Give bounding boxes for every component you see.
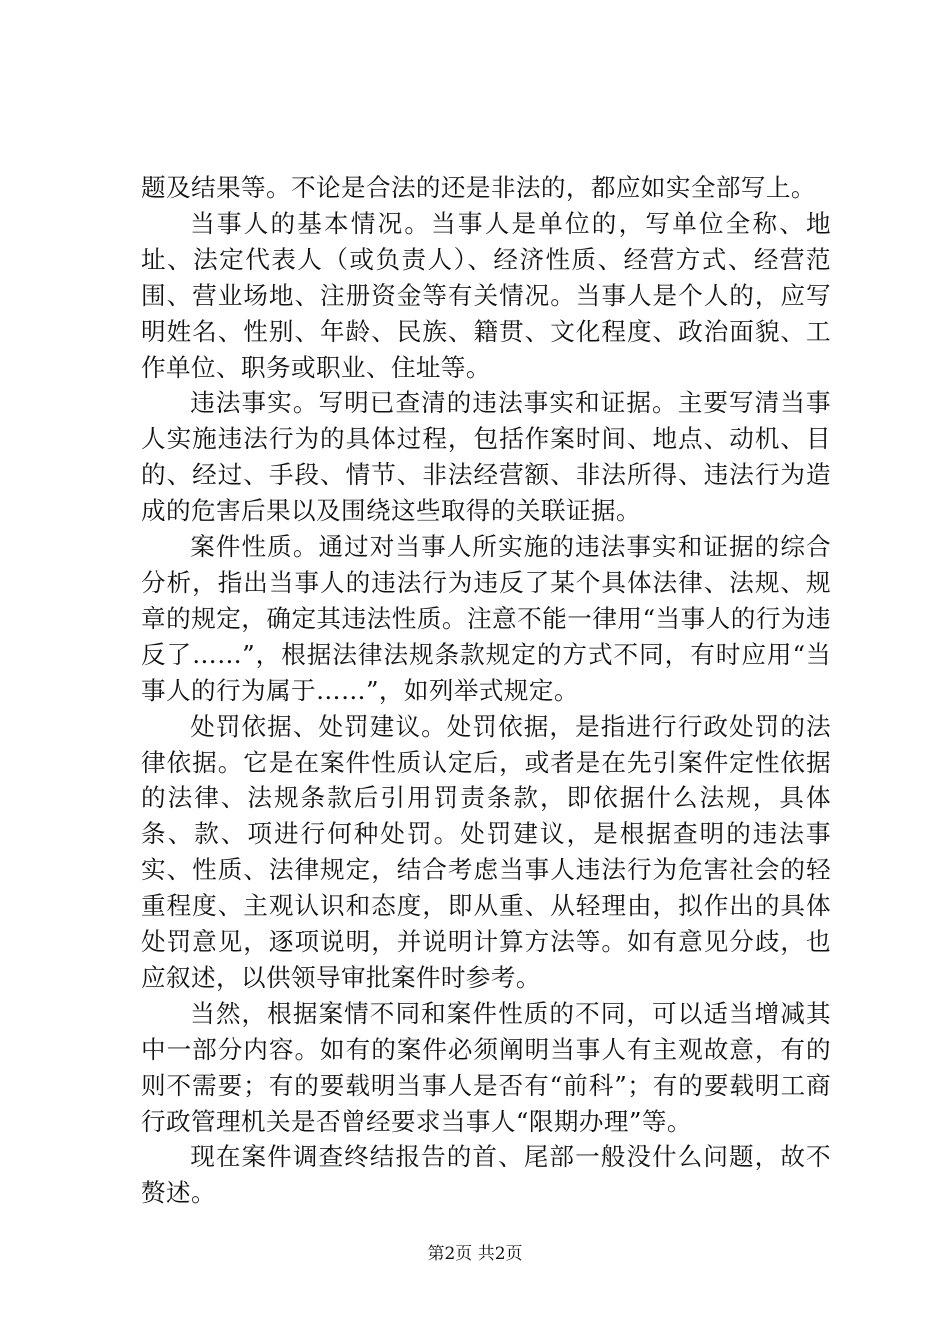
paragraph-case-nature: 案件性质。通过对当事人所实施的违法事实和证据的综合分析，指出当事人的违法行为违反了某个具体法律、法规、规章的规定，确定其违法性质。注意不能一律用“当事人的行为违反了……”，根据法律法规条款规定的方式不同，有时应用“当事人的行为属于……”，如列举式规定。 (141, 532, 831, 705)
paragraph-penalty-basis: 处罚依据、处罚建议。处罚依据，是指进行行政处罚的法律依据。它是在案件性质认定后，或者是在先引案件定性依据的法律、法规条款后引用罚责条款，即依据什么法规，具体条、款、项进行何种处罚。处罚建议，是根据查明的违法事实、性质、法律规定，结合考虑当事人违法行为危害社会的轻重程度、主观认识和态度，即从重、从轻理由，拟作出的具体处罚意见，逐项说明，并说明计算方法等。如有意见分歧，也应叙述，以供领导审批案件时参考。 (141, 711, 831, 992)
page-number-footer: 第2页 共2页 (427, 1244, 523, 1264)
paragraph-adjustments: 当然，根据案情不同和案件性质的不同，可以适当增减其中一部分内容。如有的案件必须阐明当事人有主观故意，有的则不需要；有的要载明当事人是否有“前科”；有的要载明工商行政管理机关是否曾经要求当事人“限期办理”等。 (141, 998, 831, 1136)
paragraph-illegal-facts: 违法事实。写明已查清的违法事实和证据。主要写清当事人实施违法行为的具体过程，包括作案时间、地点、动机、目的、经过、手段、情节、非法经营额、非法所得、违法行为造成的危害后果以及围绕这些取得的关联证据。 (141, 388, 831, 526)
paragraph-continuation: 题及结果等。不论是合法的还是非法的，都应如实全部写上。 (141, 173, 816, 202)
paragraph-closing: 现在案件调查终结报告的首、尾部一般没什么问题，故不赘述。 (141, 1142, 831, 1208)
document-body (141, 170, 831, 1211)
paragraph-party-info: 当事人的基本情况。当事人是单位的，写单位全称、地址、法定代表人（或负责人）、经济性质、经营方式、经营范围、营业场地、注册资金等有关情况。当事人是个人的，应写明姓名、性别、年龄、民族、籍贯、文化程度、政治面貌、工作单位、职务或职业、住址等。 (141, 208, 831, 382)
